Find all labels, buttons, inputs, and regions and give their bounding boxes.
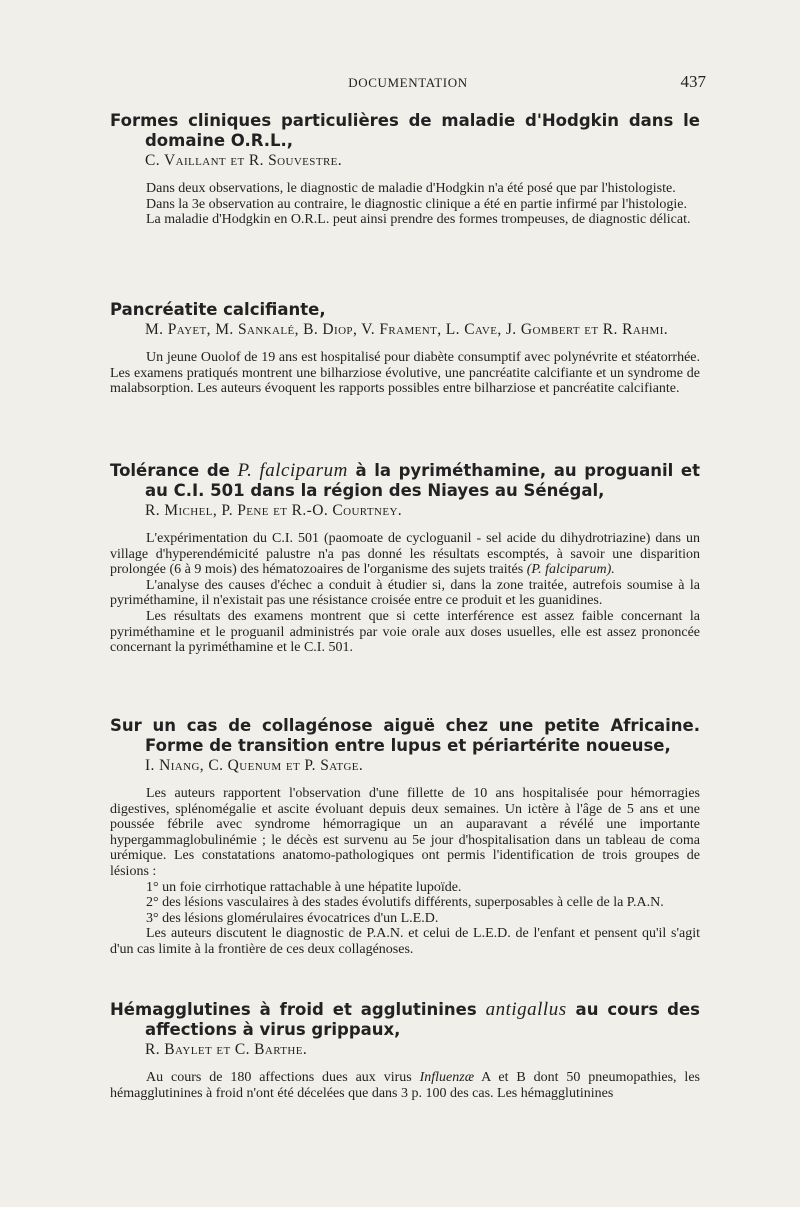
species-name: (P. falciparum).: [526, 562, 615, 578]
page-header: [110, 72, 706, 95]
article-authors: C. Vaillant et R. Souvestre.: [145, 152, 343, 169]
running-title: DOCUMENTATION: [348, 75, 468, 90]
article-authors: R. Michel, P. Pene et R.-O. Courtney.: [145, 502, 403, 519]
text: A et B dont 50 pneumopathies, les hémagglutinines à froid n'ont été décelées que dans 3 p. 100 des cas. Les hémagglutinines: [110, 1070, 700, 1101]
paragraph: [110, 531, 700, 578]
title-italic: antigallus: [485, 999, 567, 1020]
article-body: [110, 531, 700, 656]
list-item: 3° des lésions glomérulaires évocatrices d'un L.E.D.: [146, 910, 439, 926]
article-title: Pancréatite calcifiante,: [110, 300, 326, 319]
page-number: 437: [680, 72, 706, 91]
virus-name: Influenzæ: [419, 1070, 475, 1085]
article-authors: R. Baylet et C. Barthe.: [145, 1041, 308, 1058]
title-text: Tolérance de: [110, 461, 238, 480]
article-body: [110, 350, 700, 397]
article-body: [110, 786, 700, 958]
title-italic: P. falciparum: [237, 460, 348, 481]
article-authors: M. Payet, M. Sankalé, B. Diop, V. Frament, L. Cave, J. Gombert et R. Rahmi.: [145, 321, 669, 338]
title-text: à la pyriméthamine, au proguanil et au C.I. 501 dans la région des Niayes au Sénégal,: [145, 461, 700, 500]
paragraph: Les résultats des examens montrent que si cette interférence est assez faible concernant la pyriméthamine et le proguanil administrés par voie orale aux doses usuelles, elle est assez prononcée concernant la pyriméthamine et le C.I. 501.: [110, 608, 700, 656]
article-title: [110, 461, 700, 501]
article-body: [110, 1070, 700, 1101]
article-title: Formes cliniques particulières de maladie d'Hodgkin dans le domaine O.R.L.,: [110, 111, 700, 150]
paragraph: L'analyse des causes d'échec a conduit à étudier si, dans la zone traitée, autrefois soumise à la pyriméthamine, il n'existait pas une résistance croisée entre ce produit et les guanidines.: [110, 577, 700, 609]
abstract-hemagglutines: [110, 1000, 700, 1101]
paragraph: Les auteurs rapportent l'observation d'une fillette de 10 ans hospitalisée pour hémorragies digestives, splénomégalie et ascite évoluant depuis deux semaines. Un ictère à l'âge de 5 ans et une poussée fébrile avec syndrome hémorragique un an auparavant a révélé une importante hypergammaglobulinémie ; le décès est survenu au 5e jour d'hospitalisation dans un tableau de coma urémique. Les constatations anatomo-pathologiques ont permis l'identification de trois groupes de lésions :: [110, 786, 700, 879]
text: Au cours de 180 affections dues aux virus: [146, 1070, 420, 1085]
abstract-hodgkin: [110, 111, 700, 228]
paragraph: Les auteurs discutent le diagnostic de P.A.N. et celui de L.E.D. de l'enfant et pensent qu'il s'agit d'un cas limite à la frontière de ces deux collagénoses.: [110, 926, 700, 957]
abstract-falciparum: [110, 461, 700, 656]
list-item: 2° des lésions vasculaires à des stades évolutifs différents, superposables à celle de la P.A.N.: [146, 895, 664, 911]
paragraph: Un jeune Ouolof de 19 ans est hospitalisé pour diabète consumptif avec polynévrite et stéatorrhée. Les examens pratiqués montrent une bilharziose évolutive, une pancréatite calcifiante et un syndrome de malabsorption. Les auteurs évoquent les rapports possibles entre bilharziose et pancréatite calcifiante.: [110, 350, 700, 397]
abstract-collagenose: [110, 716, 700, 958]
paragraph: La maladie d'Hodgkin en O.R.L. peut ainsi prendre des formes trompeuses, de diagnostic délicat.: [146, 212, 691, 228]
article-authors: I. Niang, C. Quenum et P. Satge.: [145, 757, 364, 774]
text: L'expérimentation du C.I. 501 (paomoate de cycloguanil - sel acide du dihydrotriazine) dans un village d'hyperendémicité palustre n'a pas donné les résultats escomptés, à savoir une disparition prolongée (6 à 9 mois) des hématozoaires de l'organisme des sujets traités: [110, 531, 700, 578]
paragraph: Dans deux observations, le diagnostic de maladie d'Hodgkin n'a été posé que par l'histologiste.: [146, 181, 676, 196]
title-text: Hémagglutines à froid et agglutinines: [110, 1000, 486, 1019]
list-item: 1° un foie cirrhotique rattachable à une hépatite lupoïde.: [146, 879, 462, 895]
article-title: [110, 1000, 700, 1040]
paragraph: Dans la 3e observation au contraire, le diagnostic clinique a été en partie infirmé par l'histologie.: [146, 196, 687, 212]
article-body: [110, 181, 700, 228]
paragraph: [110, 1070, 700, 1101]
article-title: Sur un cas de collagénose aiguë chez une petite Africaine. Forme de transition entre lupus et périartérite noueuse,: [110, 716, 700, 755]
title-text: au cours des affections à virus grippaux,: [145, 1000, 700, 1039]
abstract-pancreatite: [110, 300, 700, 397]
